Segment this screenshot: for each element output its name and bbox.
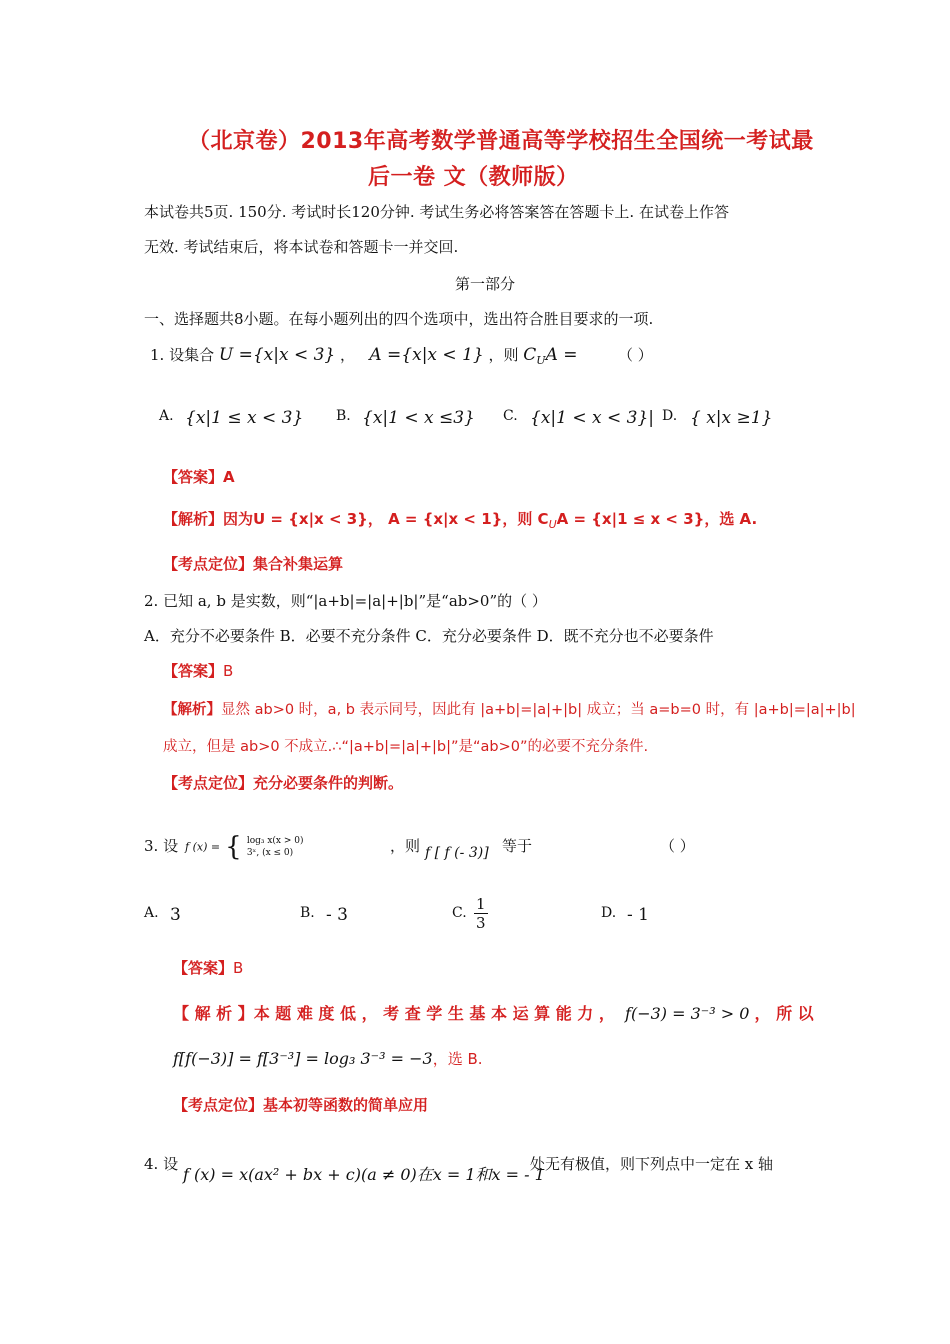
- q4-expr: f (x) = x(ax² + bx + c)(a ≠ 0)在x = 1和x = - 1: [183, 1165, 545, 1184]
- q3-then: ，则: [390, 837, 421, 855]
- q2-options: A．充分不必要条件 B．必要不充分条件 C．充分必要条件 D．既不充分也不必要条件: [144, 627, 714, 645]
- q1-analysis: 【解析】因为U = {x|x < 3}， A = {x|x < 1}，则 $C_UA = \{x|1 \le x < 3\}$，选 A.: [163, 510, 758, 531]
- q3-piece-1: log₃ x(x > 0): [246, 836, 304, 846]
- q2-answer: 【答案】B: [163, 662, 234, 680]
- title-line-1: （北京卷）2013年高考数学普通高等学校招生全国统一考试最: [188, 129, 814, 154]
- q3-option-b: - 3: [326, 905, 348, 925]
- q2-point: 【考点定位】充分必要条件的判断。: [163, 774, 404, 792]
- q1-bracket: （ ）: [618, 346, 653, 364]
- q1-then: ，则: [488, 346, 519, 364]
- q3-option-c-label: C.: [452, 905, 467, 921]
- q1-set-a: A ={x|x < 1}: [369, 345, 484, 365]
- intro-line-2: 无效. 考试结束后，将本试卷和答题卡一并交回.: [144, 238, 459, 256]
- q1-target: $C_UA$ =: [523, 345, 578, 367]
- q3-option-a: 3: [170, 905, 181, 925]
- q3-func-name: f (x) =: [185, 840, 221, 854]
- q3-piecewise: [185, 832, 304, 862]
- q1-option-c-label: C.: [503, 408, 518, 424]
- q1-comma: ，: [340, 346, 356, 364]
- q3-analysis-line-2: f[f(−3)] = f[3⁻³] = log₃ 3⁻³ = −3，选 B.: [173, 1049, 483, 1068]
- q3-stem-prefix: 3. 设: [144, 837, 179, 855]
- q1-option-a-label: A.: [159, 408, 174, 424]
- q1-point: 【考点定位】集合补集运算: [163, 555, 344, 573]
- q1-set-u: U ={x|x < 3}: [218, 345, 336, 365]
- q3-answer: 【答案】B: [173, 959, 244, 977]
- part-heading: 第一部分: [455, 275, 516, 293]
- q3-brace-icon: {: [225, 832, 242, 862]
- q2-stem: 2. 已知 a, b 是实数，则“|a+b|=|a|+|b|”是“ab>0”的（ ）: [144, 592, 547, 610]
- section-heading: 一、选择题共8小题。在每小题列出的四个选项中，选出符合胜目要求的一项.: [144, 310, 654, 328]
- q3-option-a-label: A.: [144, 905, 159, 921]
- q1-option-c: {x|1 < x < 3}|: [530, 408, 654, 428]
- q3-pieces: [247, 835, 304, 859]
- q3-option-c-fraction: $\frac{1}{3}$: [476, 895, 486, 932]
- q1-option-d: { x|x ≥1}: [690, 408, 773, 428]
- q3-point: 【考点定位】基本初等函数的简单应用: [173, 1096, 429, 1114]
- q1-stem: [150, 344, 578, 372]
- q3-equals: 等于: [502, 837, 533, 855]
- q1-option-d-label: D.: [662, 408, 678, 424]
- q3-bracket: （ ）: [660, 837, 695, 855]
- q4-stem-tail: 处无有极值，则下列点中一定在 x 轴: [530, 1155, 773, 1173]
- q3-option-d-label: D.: [601, 905, 617, 921]
- q3-analysis-line-1: 【 解 析 】本 题 难 度 低 ， 考 查 学 生 基 本 运 算 能 力 ， f(−3) = 3⁻³ > 0 ， 所 以: [173, 1004, 814, 1023]
- q3-option-c: [474, 895, 488, 932]
- q1-option-a: {x|1 ≤ x < 3}: [185, 408, 304, 428]
- q3-expr: f [ f (- 3)]: [425, 845, 489, 861]
- q1-answer: 【答案】A: [163, 468, 235, 486]
- title-line-2: 后一卷 文（教师版）: [368, 165, 579, 190]
- q2-analysis-line-2: 成立，但是 ab>0 不成立.∴“|a+b|=|a|+|b|”是“ab>0”的必要不充分条件.: [163, 739, 649, 755]
- q3-piece-2: 3ˣ, (x ≤ 0): [246, 848, 294, 858]
- q1-option-b: {x|1 < x ≤3}: [362, 408, 475, 428]
- q3-option-b-label: B.: [300, 905, 315, 921]
- q4-stem-prefix: 4. 设: [144, 1155, 179, 1173]
- q3-option-d: - 1: [627, 905, 649, 925]
- q1-option-b-label: B.: [336, 408, 351, 424]
- q2-analysis-line-1: 【解析】显然 ab>0 时，a, b 表示同号，因此有 |a+b|=|a|+|b| 成立；当 a=b=0 时，有 |a+b|=|a|+|b|: [163, 702, 856, 718]
- q1-stem-prefix: 1. 设集合: [150, 346, 215, 364]
- intro-line-1: 本试卷共5页. 150分. 考试时长120分钟. 考试生务必将答案答在答题卡上. 在试卷上作答: [144, 203, 729, 221]
